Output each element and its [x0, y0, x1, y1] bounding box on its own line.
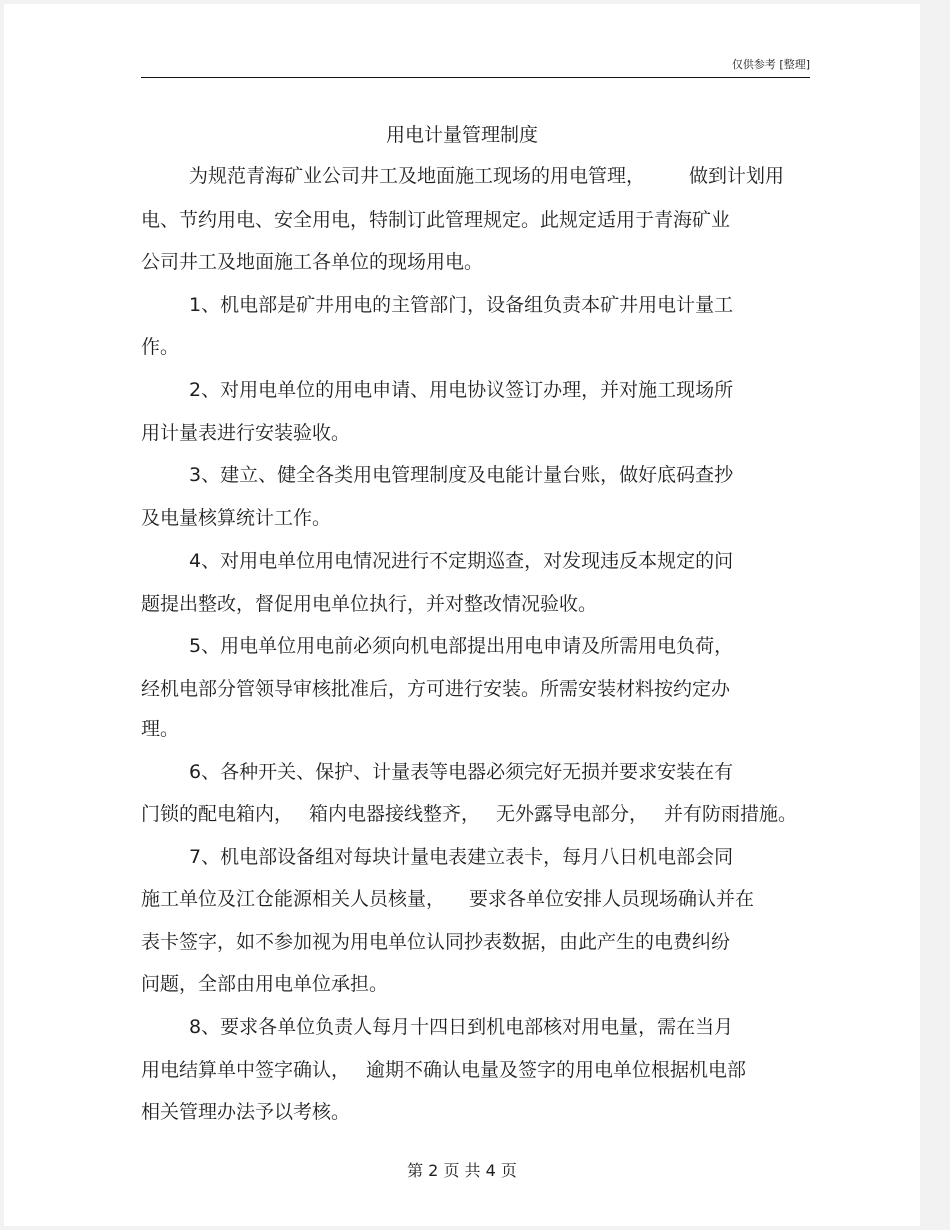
body-line: 4、对用电单位用电情况进行不定期巡查，对发现违反本规定的问 [189, 550, 734, 572]
body-line: 经机电部分管领导审核批准后，方可进行安装。所需安装材料按约定办 [141, 678, 731, 700]
body-line: 及电量核算统计工作。 [141, 507, 332, 529]
body-line: 1、机电部是矿井用电的主管部门，设备组负责本矿井用电计量工 [189, 294, 734, 316]
body-line: 8、要求各单位负责人每月十四日到机电部核对用电量，需在当月 [189, 1016, 734, 1038]
body-line: 相关管理办法予以考核。 [141, 1101, 351, 1123]
body-line: 门锁的配电箱内， 箱内电器接线整齐， 无外露导电部分， 并有防雨措施。 [141, 803, 798, 825]
body-line: 为规范青海矿业公司井工及地面施工现场的用电管理， 做到计划用 [189, 165, 785, 187]
header-rule [141, 77, 810, 78]
body-line: 3、建立、健全各类用电管理制度及电能计量台账，做好底码查抄 [189, 464, 734, 486]
body-line: 6、各种开关、保护、计量表等电器必须完好无损并要求安装在有 [189, 761, 734, 783]
body-line: 理。 [141, 718, 180, 740]
body-line: 7、机电部设备组对每块计量电表建立表卡，每月八日机电部会同 [189, 846, 734, 868]
document-title: 用电计量管理制度 [385, 124, 538, 146]
body-line: 用计量表进行安装验收。 [141, 422, 351, 444]
body-line: 表卡签字，如不参加视为用电单位认同抄表数据，由此产生的电费纠纷 [141, 931, 731, 953]
body-line: 5、用电单位用电前必须向机电部提出用电申请及所需用电负荷， [189, 635, 734, 657]
body-line: 公司井工及地面施工各单位的现场用电。 [141, 251, 484, 273]
header-note: 仅供参考 [整理] [731, 58, 810, 71]
body-line: 问题，全部由用电单位承担。 [141, 973, 389, 995]
body-line: 2、对用电单位的用电申请、用电协议签订办理，并对施工现场所 [189, 379, 734, 401]
body-line: 题提出整改，督促用电单位执行，并对整改情况验收。 [141, 593, 598, 615]
page-number: 第 2 页 共 4 页 [407, 1161, 517, 1180]
body-line: 用电结算单中签字确认， 逾期不确认电量及签字的用电单位根据机电部 [141, 1059, 747, 1081]
document-page [4, 4, 920, 1226]
body-line: 电、节约用电、安全用电，特制订此管理规定。此规定适用于青海矿业 [141, 209, 731, 231]
body-line: 作。 [141, 336, 180, 358]
body-line: 施工单位及江仓能源相关人员核量， 要求各单位安排人员现场确认并在 [141, 888, 755, 910]
